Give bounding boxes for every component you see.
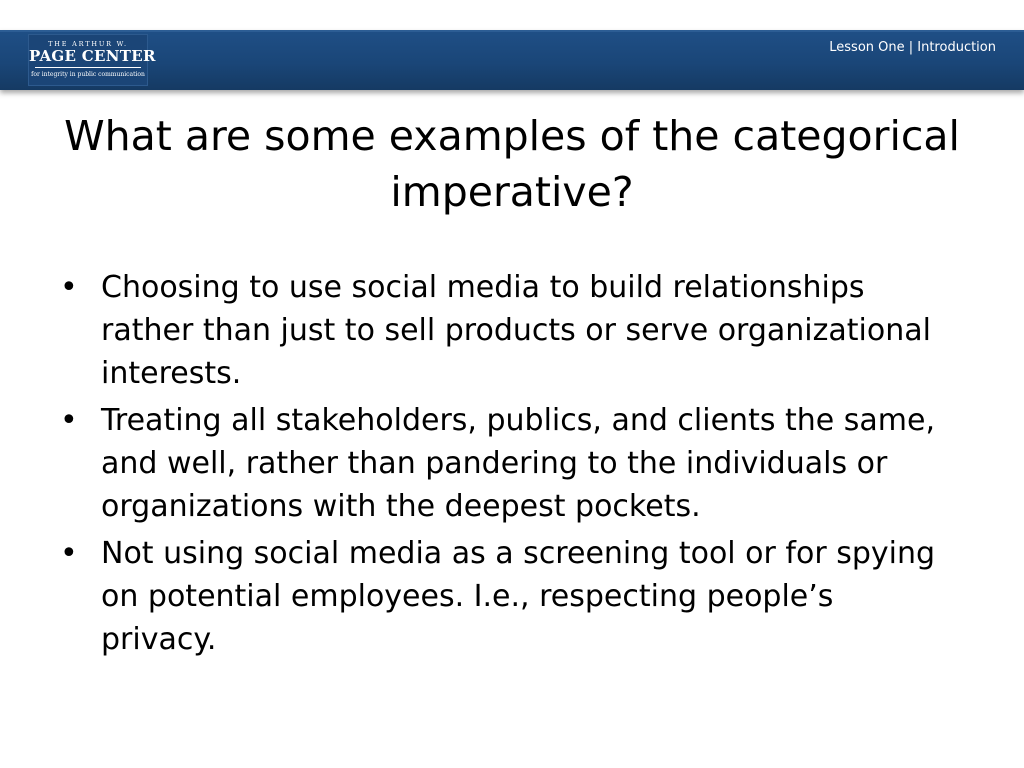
bullet-item <box>60 399 940 528</box>
bullet-text: Not using social media as a screening tool or for spying on potential employees. I.e., respecting people’s privacy. <box>101 536 936 657</box>
bullet-icon: • <box>60 536 78 571</box>
bullet-icon: • <box>60 403 78 438</box>
bullet-icon: • <box>60 270 78 305</box>
page-center-logo <box>28 34 156 86</box>
bullet-item <box>60 532 940 661</box>
logo-name: PAGE CENTER <box>29 47 156 65</box>
lesson-label: Lesson One | Introduction <box>829 40 996 55</box>
bullet-text: Treating all stakeholders, publics, and clients the same, and well, rather than pandering to the individuals or organizations with the deepest pockets. <box>101 403 935 524</box>
logo-top-line: THE ARTHUR W. <box>48 40 128 48</box>
bullet-item <box>60 266 940 395</box>
slide-title: What are some examples of the categorical imperative? <box>64 112 960 216</box>
logo-tagline: for integrity in public communication <box>31 71 145 78</box>
bullet-list <box>60 266 940 665</box>
logo-rule <box>35 67 141 68</box>
header-topline <box>0 30 1024 32</box>
bullet-text: Choosing to use social media to build relationships rather than just to sell products or serve organizational interests. <box>101 270 931 391</box>
